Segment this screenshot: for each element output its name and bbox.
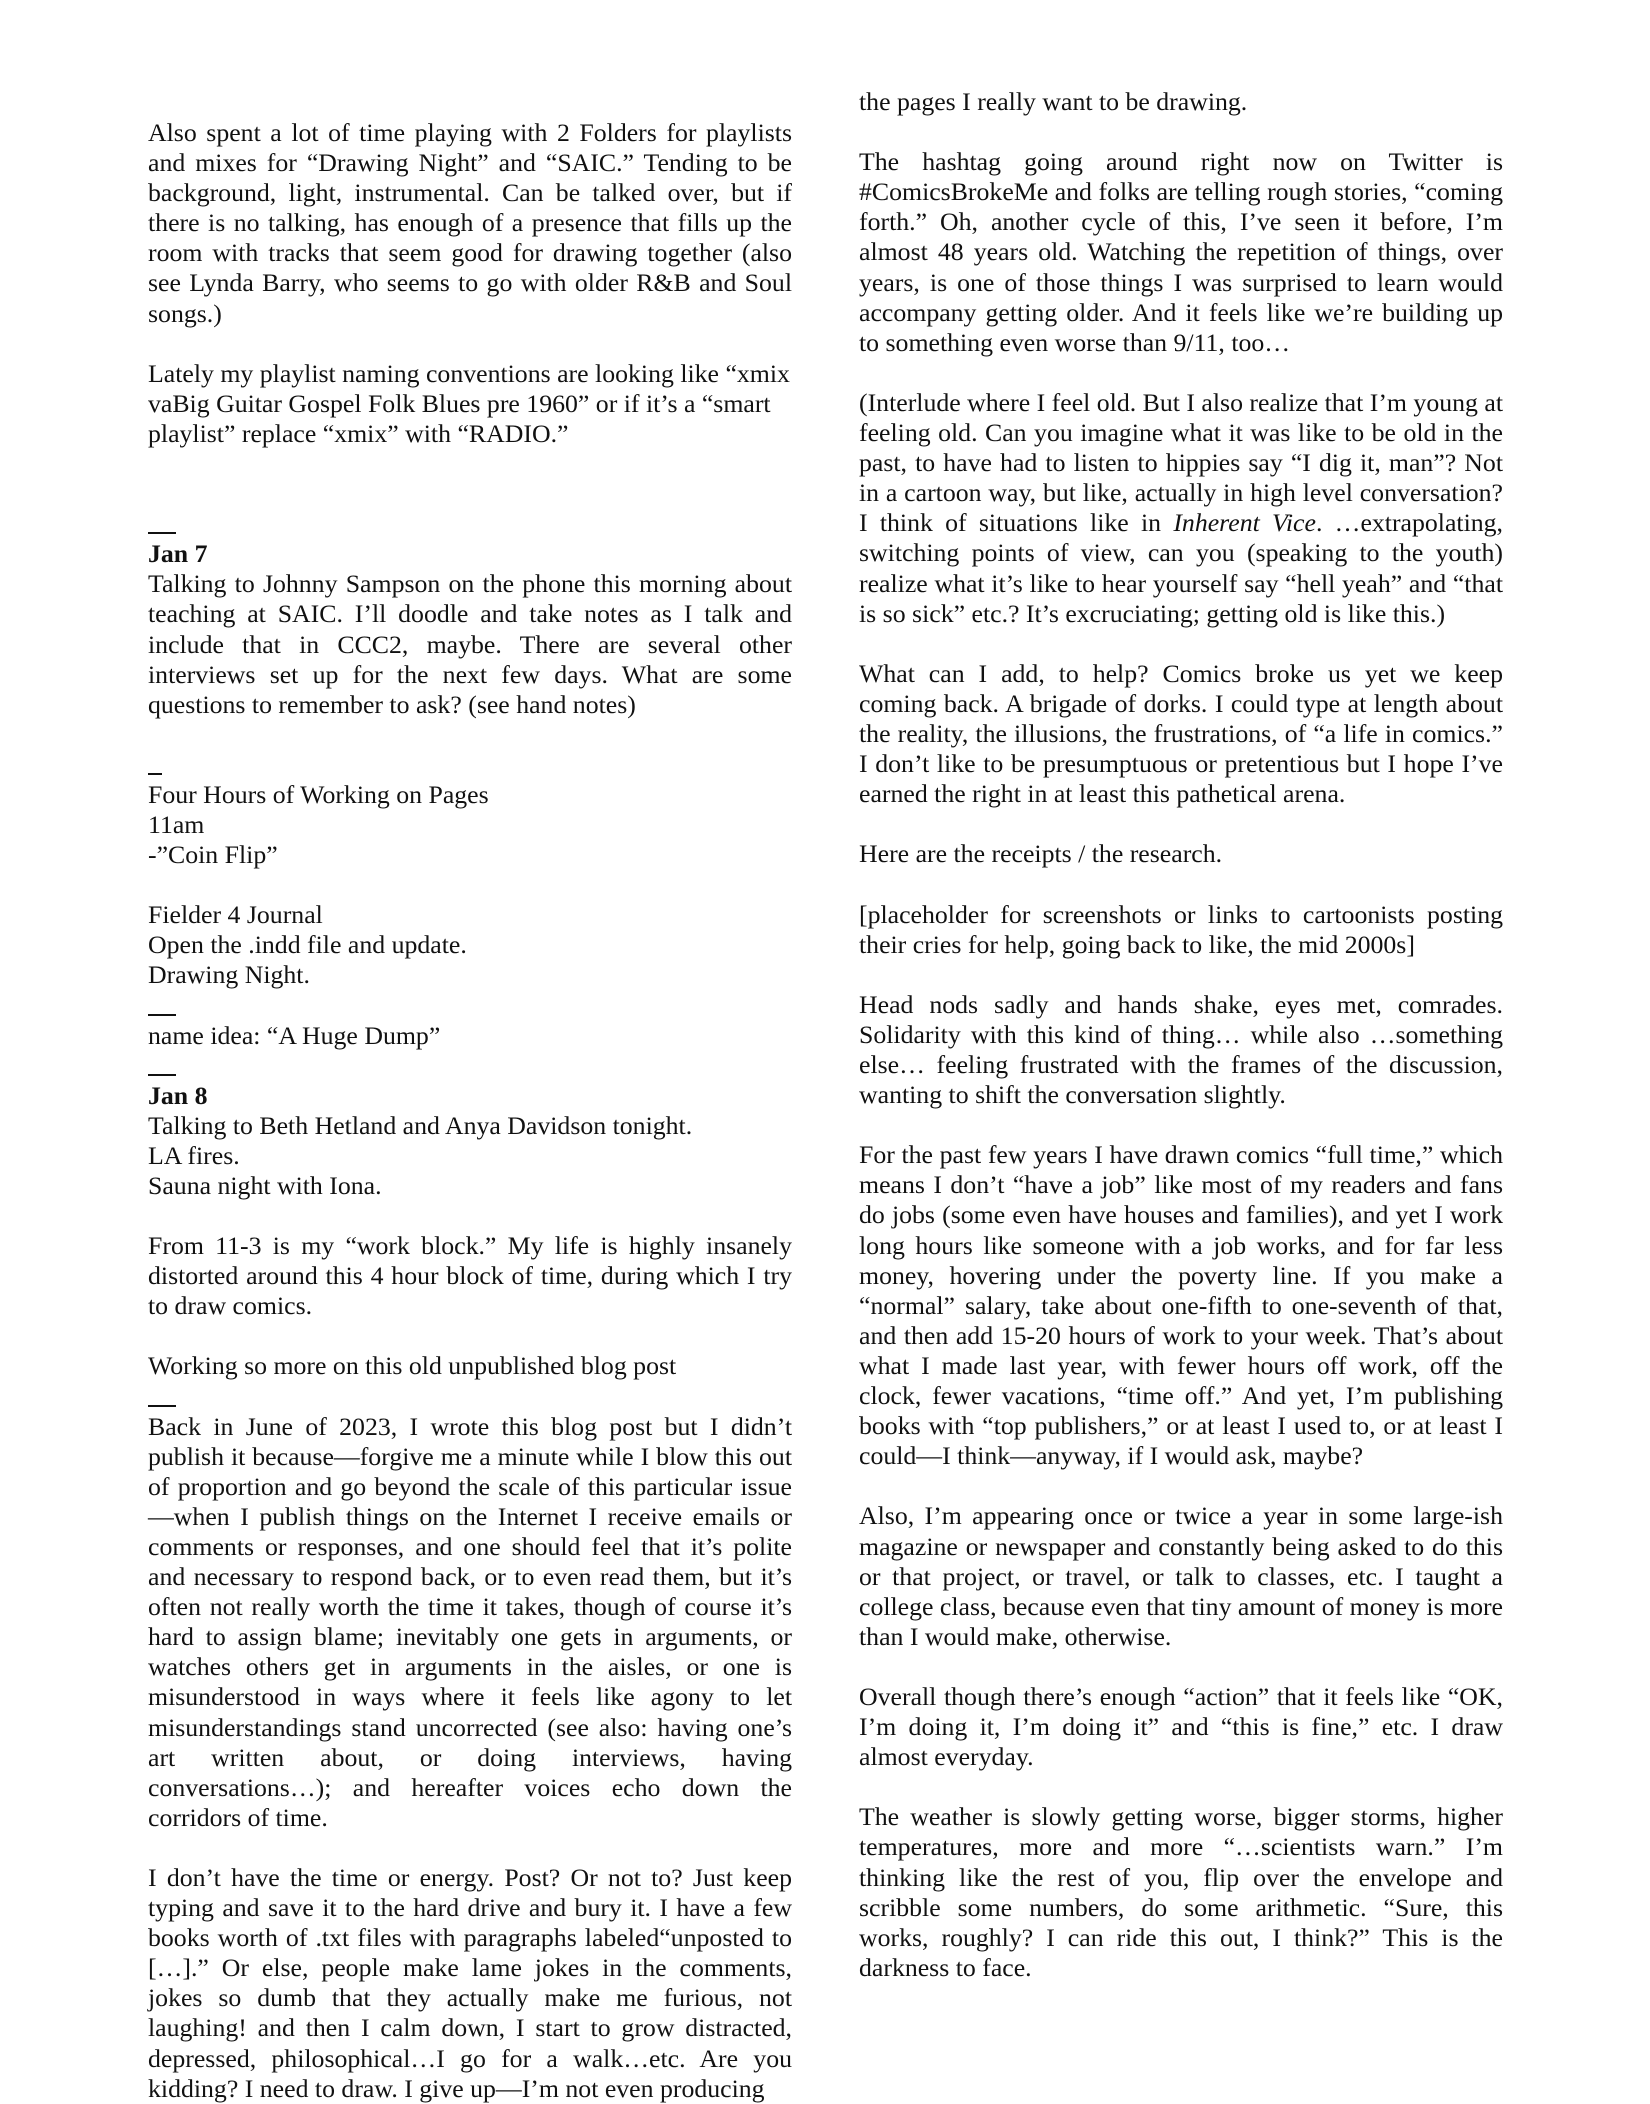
paragraph-overall: Overall though there’s enough “action” that it feels like “OK, I’m doing it, I’m doing it” and “this is fine,” etc. I draw almost everyday.	[859, 1681, 1503, 1772]
section-divider	[148, 509, 792, 539]
interlude-title: Inherent Vice	[1173, 508, 1316, 538]
jan-8-line: Talking to Beth Hetland and Anya Davidson tonight.	[148, 1110, 693, 1140]
interlude-text-b: . …extrapolating, switching points of view, can you (speaking to the youth) realize what it’s like to hear yourself say “hell yeah” and “that is so sick” etc.? It’s excruciating; getting old is like this.)	[859, 508, 1503, 628]
paragraph-weather: The weather is slowly getting worse, bigger storms, higher temperatures, more and more “…scientists warn.” I’m thinking like the rest of you, flip over the envelope and scribble some numbers, do some arithmetic. “Sure, this works, roughly? I can ride this out, I think?” This is the darkness to face.	[859, 1802, 1503, 1982]
section-divider	[148, 1051, 792, 1081]
jan-8-line: Sauna night with Iona.	[148, 1170, 382, 1200]
paragraph-continuation: the pages I really want to be drawing.	[859, 87, 1248, 116]
name-idea: name idea: “A Huge Dump”	[148, 1020, 441, 1050]
paragraph-work-block: From 11-3 is my “work block.” My life is highly insanely distorted around this 4 hour block of time, during which I try to draw comics.	[148, 1231, 792, 1321]
work-time: 11am	[148, 809, 205, 839]
paragraph-jan-7: Talking to Johnny Sampson on the phone this morning about teaching at SAIC. I’ll doodle and take notes as I talk and include that in CCC2, maybe. There are several other interviews set up for the next few days. What are some questions to remember to ask? (see hand notes)	[148, 569, 792, 719]
paragraph-hashtag: The hashtag going around right now on Twitter is #ComicsBrokeMe and folks are telling rough stories, “coming forth.” Oh, another cycle of this, I’ve seen it before, I’m almost 48 years old. Watching the repetition of things, over years, is one of those things I was surprised to learn would accompany getting older. And it feels like we’re building up to something even worse than 9/11, too…	[859, 147, 1503, 357]
date-heading-jan-8: Jan 8	[148, 1080, 208, 1110]
paragraph-full-time: For the past few years I have drawn comics “full time,” which means I don’t “have a job” like most of my readers and fans do jobs (some even have houses and families), and yet I work long hours like someone with a job works, and for far less money, hovering under the poverty line. If you make a “normal” salary, take about one-fifth to one-seventh of that, and then add 15-20 hours of work to your week. That’s about what I made last year, with fewer hours off work, off the clock, fewer vacations, “time off.” And yet, I’m publishing books with “top publishers,” or at least I used to, or at least I could—I think—anyway, if I would ask, maybe?	[859, 1140, 1503, 1471]
paragraph-back-in-june: Back in June of 2023, I wrote this blog post but I didn’t publish it because—forgive me a minute while I blow this out of proportion and go beyond the scale of this particular issue—when I publish things on the Internet I receive emails or comments or responses, and one should feel that it’s polite and necessary to respond back, or to even read them, but it’s often not really worth the time it takes, though of course it’s hard to assign blame; inevitably one gets in arguments, or watches others get in arguments in the aisles, or one is misunderstood in ways where it feels like agony to let misunderstandings stand uncorrected (see also: having one’s art written about, or doing interviews, having conversations…); and hereafter voices echo down the corridors of time.	[148, 1411, 792, 1832]
section-divider	[148, 991, 792, 1021]
left-column	[148, 118, 792, 2104]
work-item: -”Coin Flip”	[148, 840, 278, 870]
jan-8-line: LA fires.	[148, 1140, 240, 1170]
paragraph-playlist-folders: Also spent a lot of time playing with 2 Folders for playlists and mixes for “Drawing Night” and “SAIC.” Tending to be background, light, instrumental. Can be talked over, but if there is no talking, has enough of a presence that fills up the room with tracks that seem good for drawing together (also see Lynda Barry, who seems to go with older R&B and Soul songs.)	[148, 118, 792, 328]
paragraph-working-so: Working so more on this old unpublished blog post	[148, 1351, 677, 1381]
right-column	[859, 87, 1503, 1983]
paragraph-no-time: I don’t have the time or energy. Post? Or not to? Just keep typing and save it to the hard drive and bury it. I have a few books worth of .txt files with paragraphs labeled“unposted to […].” Or else, people make lame jokes in the comments, jokes so dumb that they actually make me furious, not laughing! and then I calm down, I start to grow distracted, depressed, philosophical…I go for a walk…etc. Are you kidding? I need to draw. I give up—I’m not even producing	[148, 1862, 792, 2103]
fielder-line: Open the .indd file and update.	[148, 930, 467, 960]
date-heading-jan-7: Jan 7	[148, 539, 208, 569]
paragraph-placeholder: [placeholder for screenshots or links to cartoonists posting their cries for help, going back to like, the mid 2000s]	[859, 899, 1503, 959]
section-divider	[148, 1382, 792, 1412]
paragraph-what-can-i-add: What can I add, to help? Comics broke us yet we keep coming back. A brigade of dorks. I could type at length about the reality, the illusions, the frustrations, of “a life in comics.” I don’t like to be presumptuous or pretentious but I hope I’ve earned the right in at least this pathetical arena.	[859, 658, 1503, 809]
fielder-line: Fielder 4 Journal	[148, 900, 323, 930]
paragraph-playlist-naming: Lately my playlist naming conventions are looking like “xmix vaBig Guitar Gospel Folk Blues pre 1960” or if it’s a “smart playlist” replace “xmix” with “RADIO.”	[148, 358, 790, 448]
interlude-text-a: (Interlude where I feel old. But I also realize that I’m young at feeling old. Can you imagine what it was like to be old in the past, to have had to listen to hippies say “I dig it, man”? Not in a cartoon way, but like, actually in high level conversation? I think of situations like in	[859, 387, 1503, 538]
spacer	[148, 479, 792, 509]
fielder-line: Drawing Night.	[148, 960, 310, 990]
paragraph-receipts: Here are the receipts / the research.	[859, 839, 1223, 869]
section-divider	[148, 750, 792, 780]
paragraph-also: Also, I’m appearing once or twice a year in some large-ish magazine or newspaper and constantly being asked to do this or that project, or travel, or talk to classes, etc. I taught a college class, because even that tiny amount of money is more than I would make, otherwise.	[859, 1501, 1504, 1651]
work-title: Four Hours of Working on Pages	[148, 779, 489, 809]
paragraph-interlude	[859, 388, 1503, 629]
paragraph-head-nods: Head nods sadly and hands shake, eyes met, comrades. Solidarity with this kind of thing… while also …something else… feeling frustrated with the frames of the discussion, wanting to shift the conversation slightly.	[859, 989, 1503, 1110]
